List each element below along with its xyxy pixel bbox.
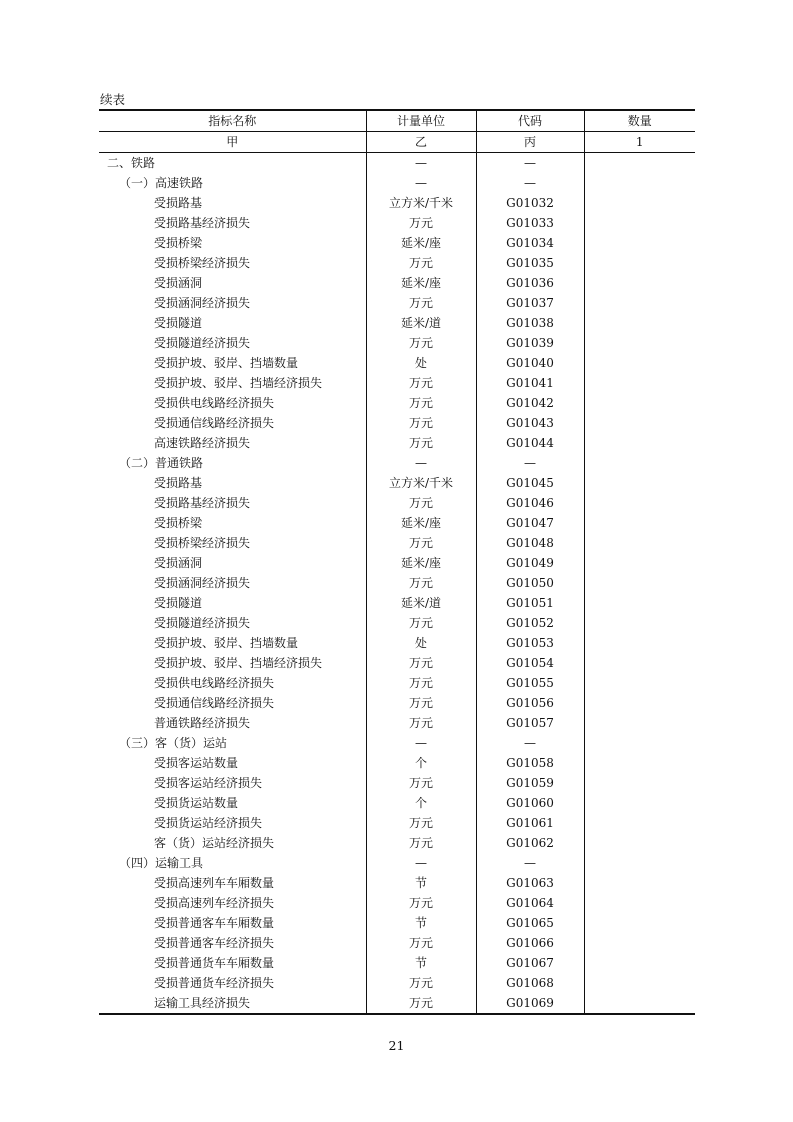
quantity-cell [584,673,695,693]
quantity-cell [584,173,695,193]
unit-cell: 万元 [366,993,476,1014]
unit-cell: — [366,733,476,753]
table-row [99,813,695,833]
indicator-name-cell: 二、铁路 [107,156,156,170]
quantity-cell [584,213,695,233]
code-cell: G01049 [476,553,584,573]
quantity-cell [584,993,695,1014]
table-row [99,213,695,233]
table-row [99,673,695,693]
quantity-cell [584,733,695,753]
code-cell: G01056 [476,693,584,713]
indicator-name-cell: 受损涵洞 [154,556,203,570]
code-cell: G01032 [476,193,584,213]
table-row [99,333,695,353]
unit-cell: — [366,453,476,473]
code-cell: G01069 [476,993,584,1014]
code-cell: G01047 [476,513,584,533]
unit-cell: 延米/座 [366,553,476,573]
quantity-cell [584,433,695,453]
quantity-cell [584,813,695,833]
code-cell: G01061 [476,813,584,833]
quantity-cell [584,873,695,893]
unit-cell: 节 [366,873,476,893]
table-row [99,753,695,773]
quantity-cell [584,373,695,393]
quantity-cell [584,453,695,473]
quantity-cell [584,713,695,733]
table-row [99,413,695,433]
quantity-cell [584,253,695,273]
table-caption: 续表 [100,92,126,107]
table-row [99,373,695,393]
unit-cell: 延米/座 [366,273,476,293]
code-cell: G01058 [476,753,584,773]
indicator-name-cell: （四）运输工具 [119,856,204,870]
column-header-code: 代码 [476,110,584,132]
quantity-cell [584,593,695,613]
table-row [99,633,695,653]
quantity-cell [584,573,695,593]
code-cell: — [476,453,584,473]
code-cell: G01040 [476,353,584,373]
quantity-cell [584,973,695,993]
unit-cell: 处 [366,633,476,653]
code-cell: G01033 [476,213,584,233]
page-number: 21 [388,1038,405,1053]
quantity-cell [584,833,695,853]
indicator-name-cell: 受损路基 [154,476,203,490]
table-row [99,473,695,493]
quantity-cell [584,773,695,793]
unit-cell: 万元 [366,333,476,353]
unit-cell: 万元 [366,673,476,693]
quantity-cell [584,913,695,933]
table-row [99,573,695,593]
quantity-cell [584,853,695,873]
table-row [99,533,695,553]
unit-cell: 个 [366,753,476,773]
quantity-cell [584,553,695,573]
indicator-name-cell: 受损通信线路经济损失 [154,416,275,430]
code-cell: G01052 [476,613,584,633]
table-row [99,993,695,1014]
unit-cell: 万元 [366,933,476,953]
quantity-cell [584,273,695,293]
indicator-name-cell: 受损高速列车车厢数量 [154,876,275,890]
indicator-name-cell: 受损护坡、驳岸、挡墙数量 [154,356,299,370]
code-cell: G01044 [476,433,584,453]
unit-cell: 万元 [366,253,476,273]
code-cell: G01054 [476,653,584,673]
indicator-name-cell: 受损普通货车经济损失 [154,976,275,990]
indicator-name-cell: 受损涵洞经济损失 [154,296,251,310]
quantity-cell [584,893,695,913]
column-header-unit: 计量单位 [366,110,476,132]
quantity-cell [584,693,695,713]
indicator-name-cell: 受损桥梁经济损失 [154,256,251,270]
table-row [99,893,695,913]
quantity-cell [584,313,695,333]
indicator-name-cell: 受损货运站经济损失 [154,816,263,830]
column-letter: 甲 [99,132,366,153]
table-row [99,713,695,733]
unit-cell: 节 [366,953,476,973]
quantity-cell [584,493,695,513]
unit-cell: 万元 [366,713,476,733]
quantity-cell [584,753,695,773]
indicator-name-cell: 受损普通货车车厢数量 [154,956,275,970]
indicator-name-cell: （二）普通铁路 [119,456,204,470]
quantity-cell [584,293,695,313]
quantity-cell [584,953,695,973]
table-row [99,273,695,293]
indicator-name-cell: 受损客运站经济损失 [154,776,263,790]
unit-cell: 万元 [366,413,476,433]
code-cell: G01064 [476,893,584,913]
quantity-cell [584,393,695,413]
indicator-name-cell: 受损高速列车经济损失 [154,896,275,910]
indicator-name-cell: 受损客运站数量 [154,756,239,770]
table-row [99,653,695,673]
indicator-name-cell: 受损路基经济损失 [154,496,251,510]
table-row [99,693,695,713]
quantity-cell [584,153,695,174]
code-cell: G01045 [476,473,584,493]
indicator-name-cell: 普通铁路经济损失 [154,716,251,730]
indicator-name-cell: 受损路基 [154,196,203,210]
code-cell: G01063 [476,873,584,893]
table-row [99,613,695,633]
quantity-cell [584,793,695,813]
quantity-cell [584,353,695,373]
code-cell: G01067 [476,953,584,973]
header-row [99,110,695,132]
code-cell: G01065 [476,913,584,933]
quantity-cell [584,633,695,653]
unit-cell: 万元 [366,573,476,593]
quantity-cell [584,653,695,673]
table-row [99,453,695,473]
table-row [99,353,695,373]
table-row [99,933,695,953]
code-cell: G01041 [476,373,584,393]
table-row [99,493,695,513]
unit-cell: 万元 [366,693,476,713]
indicator-name-cell: 受损货运站数量 [154,796,239,810]
unit-cell: 个 [366,793,476,813]
unit-cell: 万元 [366,433,476,453]
unit-cell: 万元 [366,293,476,313]
column-letter: 乙 [366,132,476,153]
table-row [99,313,695,333]
code-cell: G01059 [476,773,584,793]
indicator-name-cell: 受损护坡、驳岸、挡墙经济损失 [154,656,323,670]
unit-cell: — [366,153,476,174]
indicator-name-cell: 受损涵洞 [154,276,203,290]
indicator-name-cell: 受损隧道 [154,316,203,330]
code-cell: — [476,733,584,753]
code-cell: G01048 [476,533,584,553]
quantity-cell [584,413,695,433]
table-row [99,253,695,273]
unit-cell: 万元 [366,773,476,793]
table-row [99,433,695,453]
indicator-name-cell: （三）客（货）运站 [119,736,228,750]
column-letter: 丙 [476,132,584,153]
table-row [99,733,695,753]
table-row [99,513,695,533]
unit-cell: 处 [366,353,476,373]
table-row [99,193,695,213]
table-row [99,233,695,253]
unit-cell: 立方米/千米 [366,473,476,493]
indicator-name-cell: 受损通信线路经济损失 [154,696,275,710]
quantity-cell [584,233,695,253]
unit-cell: 万元 [366,493,476,513]
column-header-indicator-name: 指标名称 [99,110,366,132]
indicator-name-cell: 受损普通客车车厢数量 [154,916,275,930]
indicator-name-cell: （一）高速铁路 [119,176,204,190]
unit-cell: 万元 [366,613,476,633]
indicator-name-cell: 受损供电线路经济损失 [154,396,275,410]
unit-cell: 延米/道 [366,313,476,333]
quantity-cell [584,473,695,493]
code-cell: G01046 [476,493,584,513]
code-cell: G01050 [476,573,584,593]
indicator-name-cell: 受损隧道 [154,596,203,610]
table-row [99,293,695,313]
code-cell: G01036 [476,273,584,293]
code-cell: G01062 [476,833,584,853]
table-row [99,773,695,793]
indicator-name-cell: 受损桥梁经济损失 [154,536,251,550]
table-row [99,833,695,853]
indicator-name-cell: 受损路基经济损失 [154,216,251,230]
unit-cell: 万元 [366,973,476,993]
table-row [99,593,695,613]
code-cell: — [476,173,584,193]
column-header-quantity: 数量 [584,110,695,132]
quantity-cell [584,533,695,553]
code-cell: G01034 [476,233,584,253]
unit-cell: 立方米/千米 [366,193,476,213]
table-row [99,873,695,893]
indicator-name-cell: 受损护坡、驳岸、挡墙经济损失 [154,376,323,390]
table-row [99,553,695,573]
indicator-name-cell: 受损普通客车经济损失 [154,936,275,950]
table-row [99,973,695,993]
quantity-cell [584,933,695,953]
code-cell: G01035 [476,253,584,273]
table-row [99,953,695,973]
code-cell: — [476,853,584,873]
unit-cell: 延米/座 [366,233,476,253]
column-letter: 1 [584,132,695,153]
code-cell: G01055 [476,673,584,693]
unit-cell: 延米/道 [366,593,476,613]
indicator-name-cell: 客（货）运站经济损失 [154,836,275,850]
code-cell: G01051 [476,593,584,613]
table-row [99,393,695,413]
table-row [99,913,695,933]
code-cell: G01043 [476,413,584,433]
code-cell: G01068 [476,973,584,993]
unit-cell: 万元 [366,213,476,233]
indicator-name-cell: 受损隧道经济损失 [154,336,251,350]
code-cell: G01042 [476,393,584,413]
table-row [99,153,695,174]
unit-cell: — [366,853,476,873]
unit-cell: — [366,173,476,193]
indicator-name-cell: 受损供电线路经济损失 [154,676,275,690]
indicator-name-cell: 受损护坡、驳岸、挡墙数量 [154,636,299,650]
indicator-table [99,109,695,1015]
code-cell: G01057 [476,713,584,733]
unit-cell: 延米/座 [366,513,476,533]
indicator-name-cell: 高速铁路经济损失 [154,436,251,450]
code-cell: — [476,153,584,174]
unit-cell: 万元 [366,813,476,833]
quantity-cell [584,613,695,633]
code-cell: G01039 [476,333,584,353]
quantity-cell [584,333,695,353]
quantity-cell [584,513,695,533]
unit-cell: 万元 [366,533,476,553]
indicator-name-cell: 运输工具经济损失 [99,993,366,1014]
quantity-cell [584,193,695,213]
indicator-name-cell: 受损桥梁 [154,516,203,530]
code-cell: G01037 [476,293,584,313]
table-row [99,793,695,813]
table-row [99,853,695,873]
column-letter-row [99,132,695,153]
table-body [99,153,695,1015]
table-row [99,173,695,193]
code-cell: G01066 [476,933,584,953]
unit-cell: 万元 [366,833,476,853]
unit-cell: 万元 [366,393,476,413]
code-cell: G01038 [476,313,584,333]
unit-cell: 万元 [366,653,476,673]
indicator-name-cell: 受损隧道经济损失 [154,616,251,630]
indicator-name-cell: 受损涵洞经济损失 [154,576,251,590]
code-cell: G01053 [476,633,584,653]
code-cell: G01060 [476,793,584,813]
unit-cell: 万元 [366,373,476,393]
indicator-name-cell: 受损桥梁 [154,236,203,250]
unit-cell: 万元 [366,893,476,913]
unit-cell: 节 [366,913,476,933]
